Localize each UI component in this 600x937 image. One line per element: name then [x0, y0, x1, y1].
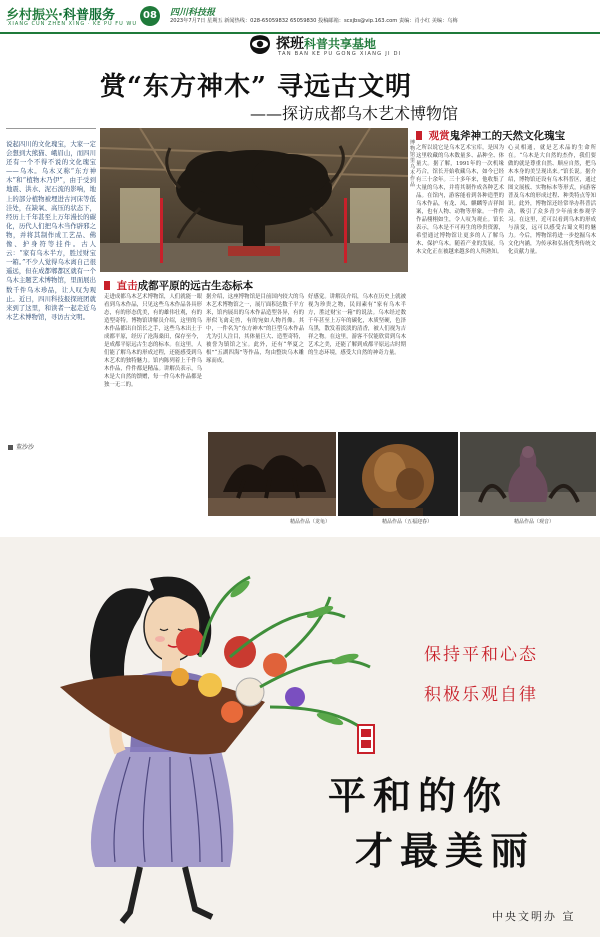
- section-highlight: ·科普服务: [58, 8, 115, 23]
- museum-hall-image: [100, 128, 408, 272]
- poster-headline-line1: 平和的你: [328, 773, 509, 818]
- slogan-line2: 积极乐观自律: [424, 685, 538, 705]
- eye-icon: [247, 33, 273, 55]
- slogan-line1: 保持平和心态: [424, 645, 538, 665]
- girl-with-flowers-illustration: [0, 537, 600, 937]
- photo-guanyin: [460, 432, 596, 516]
- author-byline: 董沙沙: [8, 442, 34, 451]
- dateline: 2023年7月7日 星期五 新闻热线：028-65059832 65059830 投稿邮箱：scxjbs@vip.163.com 责编：肖小红 美编：乌梅: [170, 18, 458, 24]
- main-photo-caption: 博物馆里乌木作品: [410, 140, 416, 188]
- section-pinyin: XIANG CUN ZHEN XING · KE PU FU WU: [8, 21, 137, 27]
- column-subtitle: 科普共享基地: [304, 37, 377, 51]
- guanyin-image: [460, 432, 596, 516]
- section1-col3: 好感觉。讲解员介绍，乌木在历史上就被视为珍贵之物，民间素有“家有乌木半方，胜过财宝一箱”的说法。乌木经过数千年甚至上万年的碳化，木质坚硬，色泽乌黑，散发着淡淡的清香，被人们视为吉祥之物。在这里，游客不仅能欣赏到乌木艺术之美，还能了解到成都平原远古时期的生态环境，感受大自然的神奇力量。: [308, 294, 406, 356]
- photo-dragon-turtle: [208, 432, 336, 516]
- section2-heading: [416, 128, 565, 143]
- section2-marker: 观赏: [428, 130, 450, 142]
- column-name: 探班: [276, 36, 304, 52]
- section-name-text: 乡村振兴: [6, 8, 59, 23]
- photo-wufu: [338, 432, 458, 516]
- poster-headline-line2: 才最美丽: [355, 828, 536, 873]
- section1-col1: 走进成都乌木艺术博物馆，人们就能一眼看到乌木作品，只见这些乌木作品各具形态，有的形态优美，有的雄伟壮观，有的造型奇特。博物馆讲解员介绍，这里的乌木作品都出自馆长之手，这些乌木出土于成都平原，经历了沧海桑田，保存至今，是成都平原远古生态的标本。在这里，人们能了解乌木的形成过程，还能感受到乌木艺术的独特魅力。馆内陈列着上千件乌木作品，件件都是精品。讲解员表示，乌木是大自然的馈赠，每一件乌木作品都是独一无二的。: [104, 294, 202, 388]
- page-header: [0, 0, 600, 34]
- wufu-image: [338, 432, 458, 516]
- section2-col2: 心灵相通，就是艺术品的生命所在。“乌木是大自然的杰作，我们要做的就是尊重自然、顺应自然，把乌木本身的美呈现出来。”馆长说。据介绍，博物馆还设有乌木科普区，通过图文展板、实物标本等形式，向游客普及乌木的形成过程、种类特点等知识。此外，博物馆还经常举办科普活动，吸引了众多青少年前来参观学习。在这里，近可以看到乌木的形成与演变，远可以感受古蜀文明的魅力。今后，博物馆将进一步挖掘乌木文化内涵，为传承和弘扬优秀传统文化贡献力量。: [508, 145, 596, 255]
- page-number: 08: [140, 6, 160, 26]
- lead-divider: [6, 128, 96, 129]
- photo2-caption: 精品作品（五福迎春）: [382, 519, 433, 525]
- column-pinyin: TAN BAN KE PU GONG XIANG JI DI: [278, 51, 402, 57]
- main-photo: [100, 128, 408, 272]
- lead-text: 说起四川的文化瑰宝，大家一定会想到大熊猫、峨眉山，而四川还有一个不得不说的文化瑰宝——乌木。乌木又称“东方神木”和“植物木乃伊”，由于受到地震、洪水、泥石流的影响，地上的部分植物被埋进古河床等低洼处，在缺氧、高压的状态下，经历上千年甚至上万年漫长的碳化，历代人们把乌木当作辟邪之物，并将其制作成工艺品、佛像、护身符等挂件。古人云：“家有乌木半方，胜过财宝一箱。”不少人觉得乌木离自己很遥远，但在成都郫都区就有一个乌木主题艺术博物馆，里面展出数千件乌木珍品，让人叹为观止。近日，四川科技报探班团就来到了这里，和读者一起走近乌木艺术博物馆，寻访古文明。: [6, 140, 96, 321]
- column-title: [276, 33, 376, 53]
- dragon-turtle-image: [208, 432, 336, 516]
- article-subtitle: ——探访成都乌木艺术博物馆: [250, 104, 459, 123]
- section2-title: 鬼斧神工的天然文化瑰宝: [449, 130, 566, 142]
- poster-issuer: 中央文明办 宣: [492, 910, 576, 923]
- section1-col2: 据介绍，这座博物馆是目前国内较大的乌木艺术博物馆之一，展厅面积达数千平方米，馆内展出的乌木作品造型各异，有的形似飞禽走兽，有的宛如人物肖像。其中，一件名为“东方神木”的巨型乌木作品尤为引人注目，其体量巨大、造型奇特，被誉为镇馆之宝。此外，还有“华夏之根”“五湖四海”等作品，均由整块乌木雕琢而成。: [206, 294, 304, 364]
- public-service-poster: [0, 537, 600, 937]
- photo3-caption: 精品作品（观音）: [514, 519, 555, 525]
- article-title: 赏“东方神木” 寻远古文明: [100, 72, 412, 102]
- lead-column: [6, 128, 96, 451]
- section1-heading: [104, 278, 253, 293]
- photo1-caption: 精品作品（龙龟）: [290, 519, 331, 525]
- section1-marker: 直击: [116, 280, 138, 292]
- section2-col1: 之所以说它是乌木艺术宝库，是因为这里收藏的乌木数量多、品种全、体量大。据了解，1991年的一次机缘巧合，馆长开始收藏乌木，如今已经有三十余年。三十多年来，他收集了大量的乌木，并将其制作成各种艺术品。在馆内，游客能看到各种造型的乌木作品，有龙、凤、麒麟等吉祥图案，也有人物、动物等形象。一件件作品栩栩如生，令人叹为观止。馆长表示，乌木是不可再生的珍贵资源，希望通过博物馆让更多的人了解乌木、保护乌木。随着产业的发展，乌木文化正在被越来越多的人所熟知。: [416, 145, 504, 255]
- artist-seal: [357, 724, 375, 754]
- paper-name: 四川科技报: [170, 8, 216, 18]
- section1-title: 成都平原的远古生态标本: [137, 280, 254, 292]
